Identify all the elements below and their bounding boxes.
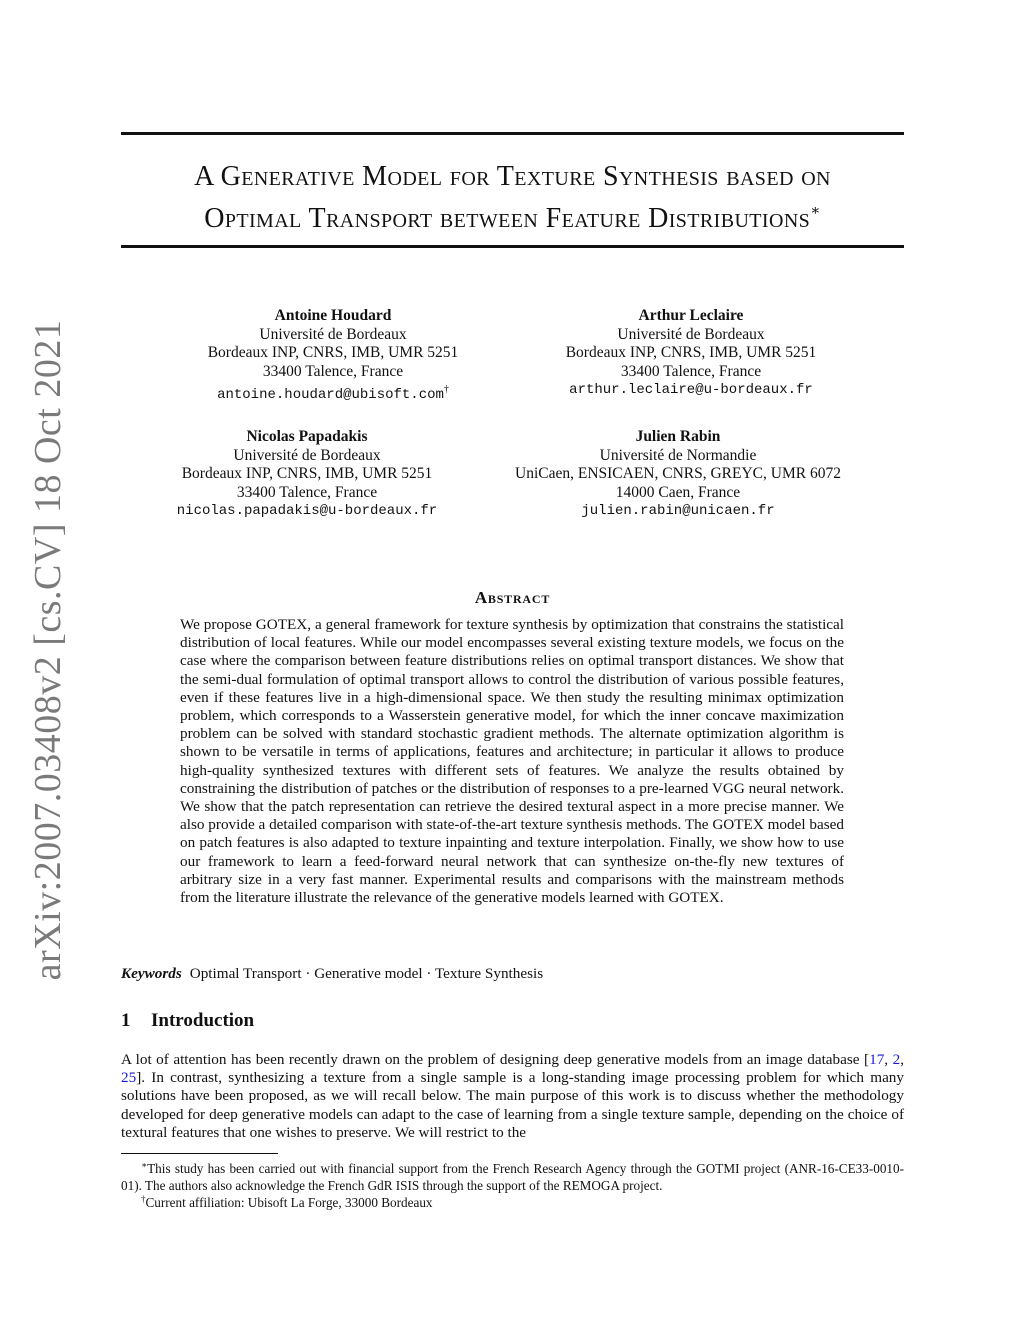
- author-affiliation-detail: Bordeaux INP, CNRS, IMB, UMR 5251: [207, 344, 459, 361]
- author-email[interactable]: nicolas.papadakis@u-bordeaux.fr: [176, 503, 438, 519]
- keywords-label: Keywords: [121, 965, 182, 982]
- paper-title: [121, 160, 904, 236]
- author-email[interactable]: [123, 381, 543, 405]
- author-address: 14000 Caen, France: [615, 483, 741, 501]
- section-number: 1: [121, 1010, 131, 1031]
- author-address: 33400 Talence, France: [236, 483, 378, 501]
- introduction-paragraph: [121, 1051, 904, 1142]
- intro-text-2: ]. In contrast, synthesizing a texture from a single sample is a long-standing image processing problem for which many solutions have been proposed, as we will recall below. The main purpose of this work is to discuss whether the methodology developed for deep generative models can adapt to the case of learning from a single texture sample, depending on the choice of textural features that one wishes to preserve. We will restrict to the: [121, 1069, 904, 1141]
- author-name: Antoine Houdard: [274, 307, 392, 324]
- title-rule-bottom: [121, 245, 904, 248]
- citation-link[interactable]: 2: [892, 1051, 901, 1068]
- keywords: [121, 965, 904, 983]
- citation-separator: ,: [884, 1051, 893, 1068]
- footnote-text: Current affiliation: Ubisoft La Forge, 33000 Bordeaux: [145, 1195, 433, 1210]
- author-block-rabin: [468, 428, 888, 521]
- abstract-heading: Abstract: [474, 588, 551, 607]
- title-line-2: [121, 194, 904, 236]
- footnote-text: This study has been carried out with financial support from the French Research Agency through the GOTMI project (ANR-16-CE33-0010-01). The authors also acknowledge the French GdR ISIS through the support of the REMOGA project.: [121, 1161, 904, 1193]
- citation-link[interactable]: 17: [869, 1051, 885, 1068]
- section-title: Introduction: [151, 1010, 255, 1031]
- section-heading-introduction: [121, 1010, 254, 1032]
- title-footnote-marker: ∗: [810, 203, 821, 219]
- author-email[interactable]: julien.rabin@unicaen.fr: [581, 503, 775, 519]
- email-footnote-marker: †: [443, 384, 449, 395]
- title-line-1: A Generative Model for Texture Synthesis based on: [194, 161, 831, 192]
- author-name: Julien Rabin: [635, 428, 721, 445]
- author-email-text[interactable]: antoine.houdard@ubisoft.com: [217, 387, 444, 403]
- author-block-papadakis: [97, 428, 517, 521]
- footnote-rule: [121, 1153, 278, 1154]
- footnote-affiliation: [121, 1191, 904, 1212]
- title-rule-top: [121, 132, 904, 135]
- author-address: 33400 Talence, France: [620, 362, 762, 380]
- author-affiliation: Université de Bordeaux: [233, 446, 381, 464]
- abstract-text: We propose GOTEX, a general framework for texture synthesis by optimization that constrains the statistical distribution of local features. While our model encompasses several existing texture models, we focus on the case where the comparison between feature distributions relies on optimal transport distances. We show that the semi-dual formulation of optimal transport allows to control the distribution of various possible features, even if these features live in a high-dimensional space. We then study the resulting minimax optimization problem, which corresponds to a Wasserstein generative model, for which the inner concave maximization problem can be solved with standard stochastic gradient methods. The alternate optimization algorithm is shown to be versatile in terms of applications, features and architecture; in particular it allows to produce high-quality synthesized textures with different sets of features. We analyze the results obtained by constraining the distribution of patches or the distribution of responses to a pre-learned VGG neural network. We show that the patch representation can retrieve the desired textural aspect in a more precise manner. We also provide a detailed comparison with state-of-the-art texture synthesis methods. The GOTEX model based on patch features is also adapted to texture inpainting and texture interpolation. Finally, we show how to use our framework to learn a feed-forward neural network that can synthesize on-the-fly new textures of arbitrary size in a very fast manner. Experimental results and comparisons with the mainstream methods from the literature illustrate the relevance of the generative models learned with GOTEX.: [180, 616, 844, 907]
- footnote-marker: †: [141, 1194, 146, 1204]
- author-affiliation: Université de Normandie: [599, 446, 757, 464]
- author-block-leclaire: [481, 307, 901, 400]
- citation-separator: ,: [900, 1051, 904, 1068]
- arxiv-identifier: arXiv:2007.03408v2 [cs.CV] 18 Oct 2021: [27, 319, 69, 981]
- author-block-houdard: [123, 307, 543, 405]
- author-email[interactable]: arthur.leclaire@u-bordeaux.fr: [569, 382, 813, 398]
- author-address: 33400 Talence, France: [262, 362, 404, 380]
- keywords-text: Optimal Transport · Generative model · Texture Synthesis: [189, 965, 544, 982]
- author-affiliation: Université de Bordeaux: [617, 325, 765, 343]
- author-name: Nicolas Papadakis: [246, 428, 368, 445]
- author-affiliation-detail: UniCaen, ENSICAEN, CNRS, GREYC, UMR 6072: [515, 465, 841, 482]
- author-affiliation: Université de Bordeaux: [259, 325, 407, 343]
- author-affiliation-detail: Bordeaux INP, CNRS, IMB, UMR 5251: [181, 465, 433, 482]
- author-affiliation-detail: Bordeaux INP, CNRS, IMB, UMR 5251: [565, 344, 817, 361]
- intro-text-1: A lot of attention has been recently drawn on the problem of designing deep generative models from an image database [: [121, 1051, 870, 1068]
- footnote-marker: ∗: [141, 1160, 148, 1170]
- title-line-2-text: Optimal Transport between Feature Distributions: [204, 203, 811, 234]
- author-name: Arthur Leclaire: [638, 307, 744, 324]
- footnote-funding: [121, 1157, 904, 1194]
- citation-link[interactable]: 25: [121, 1069, 137, 1087]
